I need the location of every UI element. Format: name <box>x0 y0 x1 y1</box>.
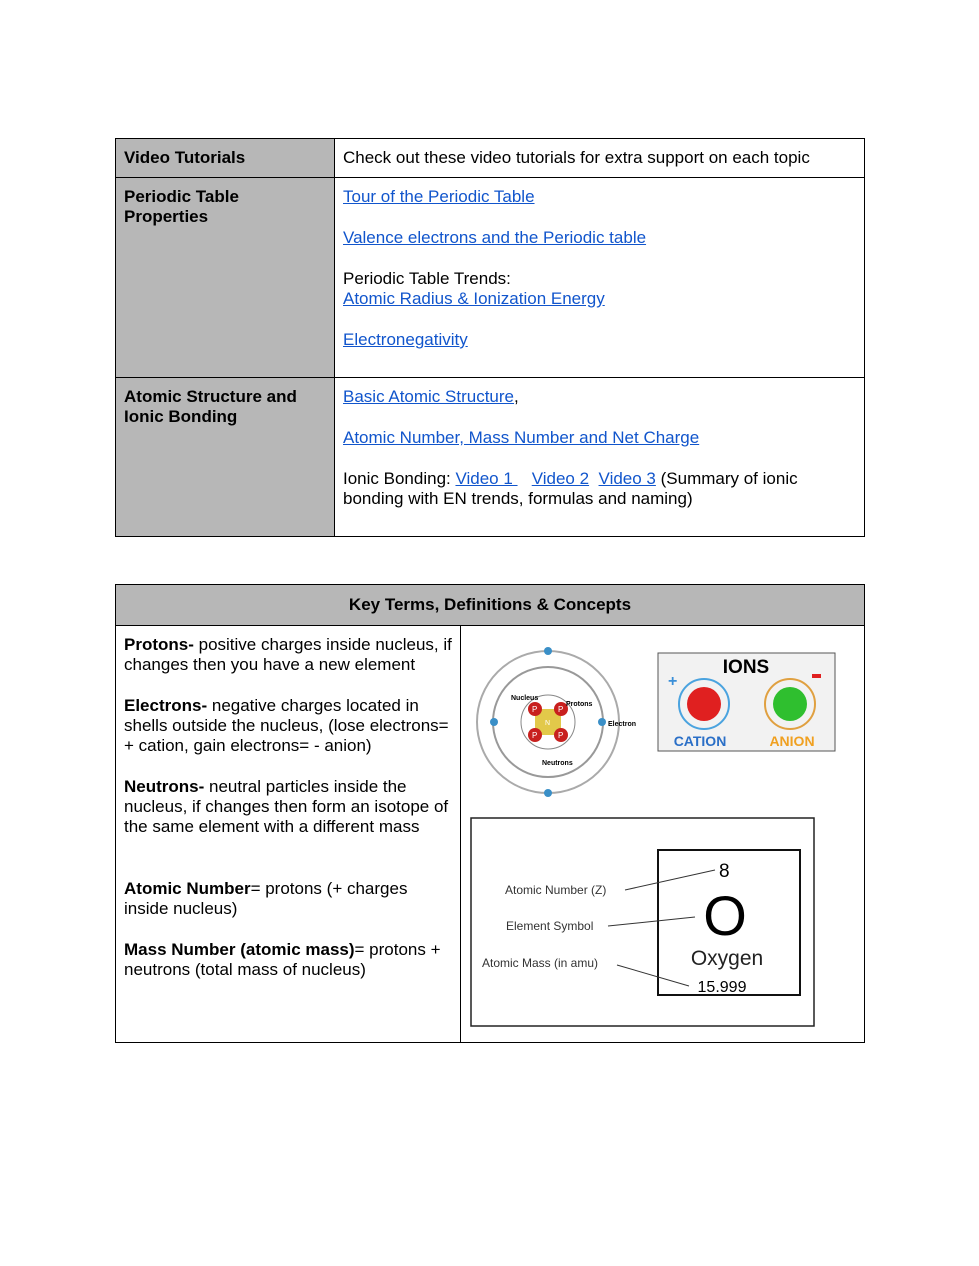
svg-text:Oxygen: Oxygen <box>690 947 764 970</box>
video-2-link[interactable]: Video 2 <box>531 469 590 488</box>
comma: , <box>514 387 519 406</box>
svg-text:P: P <box>558 731 564 740</box>
basic-atomic-structure-link[interactable]: Basic Atomic Structure <box>343 387 515 406</box>
atomic-radius-link[interactable]: Atomic Radius & Ionization Energy <box>343 289 605 308</box>
svg-text:Element Symbol: Element Symbol <box>506 919 594 933</box>
svg-text:Protons: Protons <box>566 701 593 708</box>
video-3-link[interactable]: Video 3 <box>598 469 656 488</box>
svg-text:P: P <box>532 705 538 714</box>
svg-text:CATION: CATION <box>673 733 727 749</box>
svg-text:IONS: IONS <box>722 657 770 678</box>
tour-periodic-table-link[interactable]: Tour of the Periodic Table <box>343 187 535 206</box>
atomic-structure-label: Atomic Structure and Ionic Bonding <box>116 378 335 537</box>
ionic-bonding-label: Ionic Bonding: <box>343 469 456 488</box>
svg-text:Atomic Number (Z): Atomic Number (Z) <box>505 883 607 897</box>
valence-electrons-link[interactable]: Valence electrons and the Periodic table <box>343 228 647 247</box>
atom-diagram-image <box>477 647 636 797</box>
ionic-summary: (Summary of ionic bonding with EN trends, formulas and naming) <box>343 469 798 508</box>
video-tutorials-table <box>115 138 865 537</box>
svg-text:+: + <box>668 673 678 690</box>
key-terms-table <box>115 584 865 1043</box>
periodic-table-properties-label: Periodic Table Properties <box>116 178 335 378</box>
diagrams <box>461 626 865 1043</box>
ions-image <box>658 653 835 751</box>
electronegativity-link[interactable]: Electronegativity <box>343 330 468 349</box>
term-electrons: Electrons- negative charges located in shells outside the nucleus, (lose electrons= + cation, gain electrons= - anion) <box>124 696 449 755</box>
video-1-link[interactable]: Video 1 <box>455 469 518 488</box>
svg-text:ANION: ANION <box>769 733 815 749</box>
svg-text:N: N <box>545 720 551 727</box>
svg-text:8: 8 <box>719 861 730 882</box>
term-neutrons: Neutrons- neutral particles inside the nucleus, if changes then form an isotope of the same element with a different mass <box>124 777 449 836</box>
atomic-number-mass-link[interactable]: Atomic Number, Mass Number and Net Charge <box>343 428 700 447</box>
anion-face-icon <box>773 687 807 721</box>
term-mass-number: Mass Number (atomic mass)= protons + neutrons (total mass of nucleus) <box>124 940 441 979</box>
element-diagram-image <box>471 818 814 1026</box>
svg-text:O: O <box>703 884 747 947</box>
trends-label: Periodic Table Trends: <box>343 269 511 288</box>
cation-face-icon <box>687 687 721 721</box>
svg-text:Atomic Mass (in amu): Atomic Mass (in amu) <box>482 956 599 970</box>
svg-text:Nucleus: Nucleus <box>511 695 539 702</box>
term-atomic-number: Atomic Number= protons (+ charges inside nucleus) <box>124 879 408 918</box>
video-tutorials-heading: Video Tutorials <box>116 139 335 178</box>
svg-text:15.999: 15.999 <box>697 979 747 996</box>
video-tutorials-description: Check out these video tutorials for extra support on each topic <box>335 139 865 178</box>
term-protons: Protons- positive charges inside nucleus, if changes then you have a new element <box>124 635 452 674</box>
svg-text:P: P <box>532 731 538 740</box>
svg-text:Electron: Electron <box>608 721 637 728</box>
svg-text:Neutrons: Neutrons <box>542 760 573 767</box>
key-terms-heading: Key Terms, Definitions & Concepts <box>116 585 865 626</box>
svg-text:P: P <box>558 705 564 714</box>
